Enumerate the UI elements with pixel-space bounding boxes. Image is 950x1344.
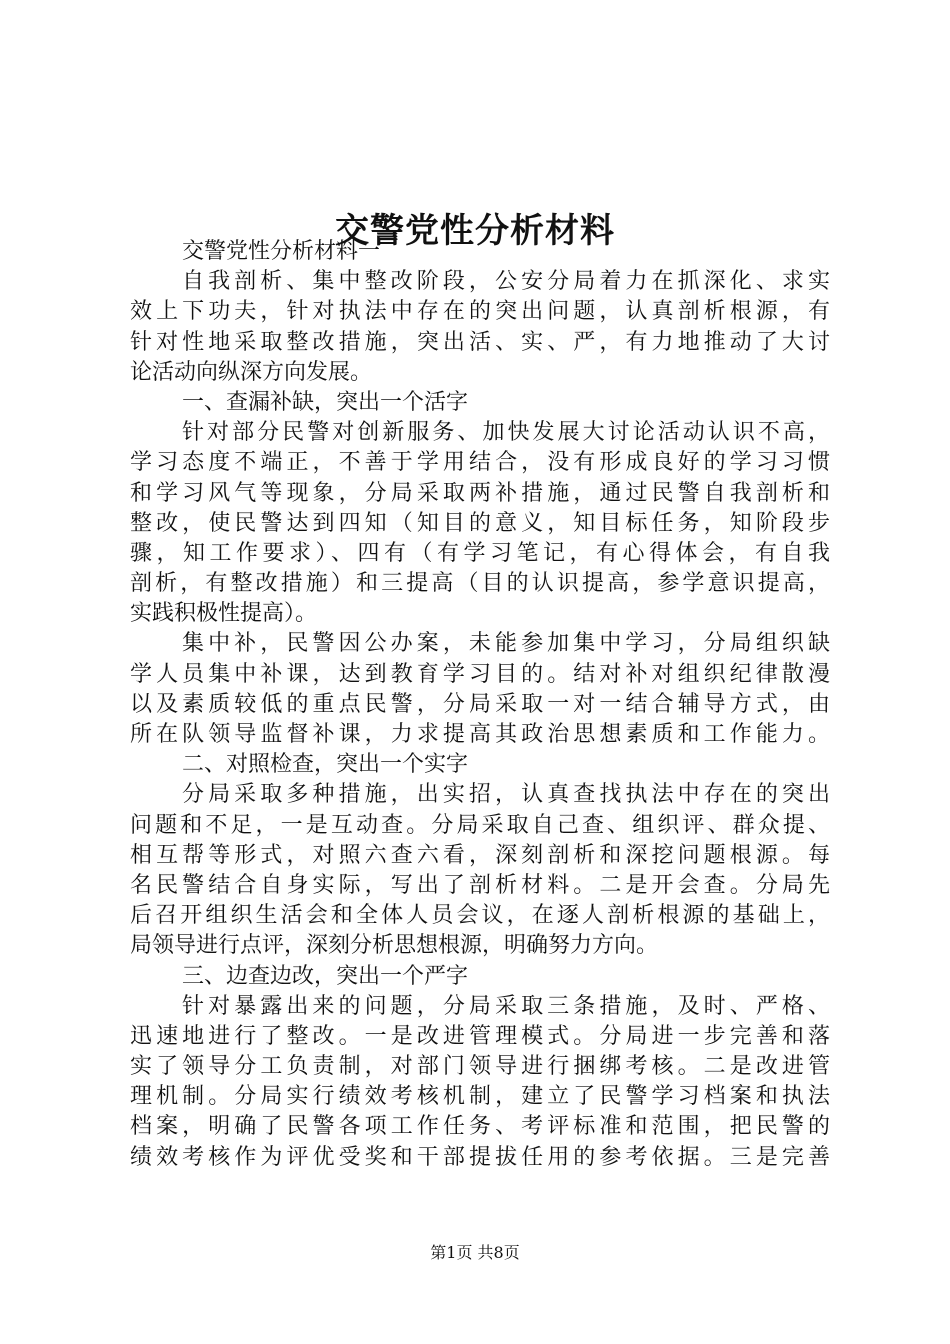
text-line: 论活动向纵深方向发展。 <box>130 359 373 385</box>
text-line: 实践积极性提高）。 <box>130 601 318 627</box>
text-line: 绩效考核作为评优受奖和干部提拔任用的参考依据。三是完善 <box>130 1144 830 1170</box>
text-line: 局领导进行点评，深刻分析思想根源，明确努力方向。 <box>130 933 659 959</box>
text-line: 集中补，民警因公办案，未能参加集中学习，分局组织缺 <box>182 631 830 657</box>
text-line: 三、边查边改，突出一个严字 <box>182 963 469 989</box>
text-line: 骤，知工作要求）、四有（有学习笔记，有心得体会，有自我 <box>130 540 830 566</box>
text-line: 和学习风气等现象，分局采取两补措施，通过民警自我剖析和 <box>130 480 830 506</box>
text-line: 迅速地进行了整改。一是改进管理模式。分局进一步完善和落 <box>130 1023 830 1049</box>
text-line: 相互帮等形式，对照六查六看，深刻剖析和深挖问题根源。每 <box>130 842 830 868</box>
text-line: 名民警结合自身实际，写出了剖析材料。二是开会查。分局先 <box>130 872 830 898</box>
text-line: 理机制。分局实行绩效考核机制，建立了民警学习档案和执法 <box>130 1084 830 1110</box>
text-line: 档案，明确了民警各项工作任务、考评标准和范围，把民警的 <box>130 1114 830 1140</box>
text-line: 针对暴露出来的问题，分局采取三条措施，及时、严格、 <box>182 993 830 1019</box>
text-line: 学习态度不端正，不善于学用结合，没有形成良好的学习习惯 <box>130 450 830 476</box>
page-number: 第1页 共8页 <box>430 1243 520 1262</box>
text-line: 二、对照检查，突出一个实字 <box>182 752 469 778</box>
document-body <box>130 237 830 1173</box>
text-line: 分局采取多种措施，出实招，认真查找执法中存在的突出 <box>182 782 830 808</box>
text-line: 以及素质较低的重点民警，分局采取一对一结合辅导方式，由 <box>130 691 830 717</box>
text-line: 实了领导分工负责制，对部门领导进行捆绑考核。二是改进管 <box>130 1054 830 1080</box>
text-line: 效上下功夫，针对执法中存在的突出问题，认真剖析根源，有 <box>130 299 830 325</box>
text-line: 问题和不足，一是互动查。分局采取自己查、组织评、群众提、 <box>130 812 830 838</box>
text-line: 后召开组织生活会和全体人员会议，在逐人剖析根源的基础上， <box>130 903 830 929</box>
text-line: 剖析，有整改措施）和三提高（目的认识提高，参学意识提高， <box>130 571 830 597</box>
text-line: 整改，使民警达到四知（知目的意义，知目标任务，知阶段步 <box>130 510 830 536</box>
page-title: 交警党性分析材料 <box>335 210 615 251</box>
text-line: 学人员集中补课，达到教育学习目的。结对补对组织纪律散漫 <box>130 661 830 687</box>
text-line: 所在队领导监督补课，力求提高其政治思想素质和工作能力。 <box>130 722 830 747</box>
text-line: 针对部分民警对创新服务、加快发展大讨论活动认识不高， <box>182 420 830 446</box>
text-line: 自我剖析、集中整改阶段，公安分局着力在抓深化、求实 <box>182 269 830 295</box>
text-line: 交警党性分析材料一 <box>182 239 381 264</box>
text-line: 一、查漏补缺，突出一个活字 <box>182 389 469 415</box>
text-line: 针对性地采取整改措施，突出活、实、严，有力地推动了大讨 <box>130 329 830 355</box>
